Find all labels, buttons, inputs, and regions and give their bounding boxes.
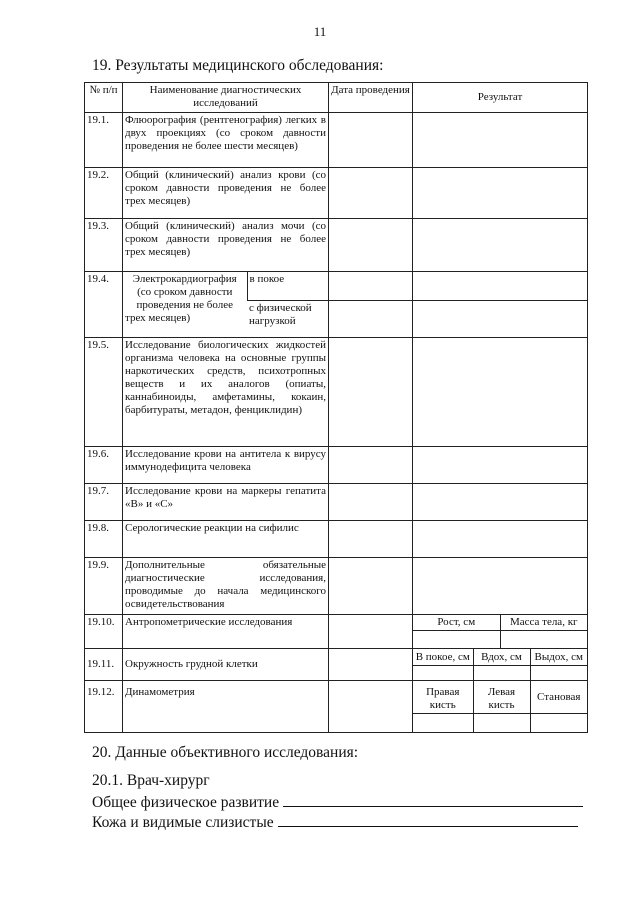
row-test-name: Общий (клинический) анализ мочи (со сроком давности проведения не более трех месяцев) <box>123 219 329 272</box>
date-cell[interactable] <box>329 558 413 615</box>
physical-development-line <box>92 792 583 812</box>
medical-results-table <box>84 82 588 733</box>
date-cell[interactable] <box>329 615 413 649</box>
header-result: Результат <box>413 83 588 113</box>
surgeon-subsection-title: 20.1. Врач-хирург <box>92 772 210 789</box>
weight-value[interactable] <box>500 631 587 649</box>
row-test-name: Дополнительные обязательные диагностические исследования, проводимые до начала медицинского освидетельствования <box>123 558 329 615</box>
row-number: 19.9. <box>85 558 123 615</box>
height-label: Рост, см <box>413 615 500 631</box>
row-test-name: Серологические реакции на сифилис <box>123 521 329 558</box>
chest-rest-label: В покое, см <box>413 649 473 666</box>
row-19-5 <box>85 338 588 447</box>
row-test-name: Окружность грудной клетки <box>123 649 329 681</box>
row-number: 19.3. <box>85 219 123 272</box>
row-19-10 <box>85 615 588 649</box>
row-19-7 <box>85 484 588 521</box>
left-hand-value[interactable] <box>473 714 530 733</box>
row-19-2 <box>85 168 588 219</box>
row-number: 19.11. <box>85 649 123 681</box>
back-strength-value[interactable] <box>530 714 587 733</box>
result-cell[interactable] <box>413 168 588 219</box>
chest-inhale-label: Вдох, см <box>473 649 530 666</box>
row-number: 19.4. <box>85 272 123 338</box>
date-cell[interactable] <box>329 521 413 558</box>
physical-development-label: Общее физическое развитие <box>92 794 280 811</box>
date-cell-rest[interactable] <box>329 272 412 301</box>
row-number: 19.2. <box>85 168 123 219</box>
row-test-name: Исследование крови на антитела к вирусу иммунодефицита человека <box>123 447 329 484</box>
row-test-name: Динамометрия <box>123 681 329 733</box>
row-number: 19.5. <box>85 338 123 447</box>
right-hand-label: Правая кисть <box>413 681 473 714</box>
page-number: 11 <box>313 24 327 39</box>
row-19-3 <box>85 219 588 272</box>
row-test-name: Электрокардиография (со сроком давности проведения не более трех месяцев) <box>125 273 237 324</box>
row-test-name: Общий (клинический) анализ крови (со сроком давности проведения не более трех месяцев) <box>123 168 329 219</box>
date-cell[interactable] <box>329 681 413 733</box>
chest-exhale-label: Выдох, см <box>530 649 587 666</box>
result-cell[interactable] <box>413 338 588 447</box>
row-test-name: Исследование биологических жидкостей организма человека на основные группы наркотических средств, психотропных веществ и их аналогов (опиаты, каннабиноиды, амфетамины, кокаин, барбитураты, метадон, фенциклидин) <box>123 338 329 447</box>
date-cell[interactable] <box>329 338 413 447</box>
row-19-8 <box>85 521 588 558</box>
skin-label: Кожа и видимые слизистые <box>92 814 274 831</box>
ecg-rest-label: в покое <box>247 272 328 301</box>
row-19-1 <box>85 113 588 168</box>
left-hand-label: Левая кисть <box>473 681 530 714</box>
header-name: Наименование диагностических исследований <box>123 83 329 113</box>
weight-label: Масса тела, кг <box>500 615 587 631</box>
result-cell[interactable] <box>413 558 588 615</box>
row-19-6 <box>85 447 588 484</box>
header-date: Дата проведения <box>329 83 413 113</box>
row-number: 19.10. <box>85 615 123 649</box>
section-19-title: 19. Результаты медицинского обследования: <box>92 57 384 74</box>
result-cell[interactable] <box>413 484 588 521</box>
date-cell[interactable] <box>329 447 413 484</box>
height-value[interactable] <box>413 631 500 649</box>
row-test-name: Флюорография (рентгенография) легких в двух проекциях (со сроком давности проведения не более шести месяцев) <box>123 113 329 168</box>
chest-rest-value[interactable] <box>413 666 473 681</box>
result-cell[interactable] <box>413 447 588 484</box>
result-cell[interactable] <box>413 113 588 168</box>
back-strength-label: Становая <box>530 681 587 714</box>
result-cell-load[interactable] <box>413 301 587 338</box>
ecg-load-label: с физической нагрузкой <box>249 302 312 327</box>
date-cell[interactable] <box>329 113 413 168</box>
row-19-11 <box>85 649 588 681</box>
row-19-9 <box>85 558 588 615</box>
right-hand-value[interactable] <box>413 714 473 733</box>
header-num: № п/п <box>85 83 123 113</box>
date-cell[interactable] <box>329 219 413 272</box>
skin-field[interactable] <box>278 812 578 827</box>
row-number: 19.6. <box>85 447 123 484</box>
row-number: 19.12. <box>85 681 123 733</box>
skin-line <box>92 812 578 832</box>
physical-development-field[interactable] <box>283 792 583 807</box>
date-cell-load[interactable] <box>329 301 412 338</box>
row-number: 19.1. <box>85 113 123 168</box>
date-cell[interactable] <box>329 649 413 681</box>
section-20-title: 20. Данные объективного исследования: <box>92 744 359 761</box>
row-test-name: Исследование крови на маркеры гепатита «В» и «С» <box>123 484 329 521</box>
date-cell[interactable] <box>329 168 413 219</box>
chest-exhale-value[interactable] <box>530 666 587 681</box>
row-number: 19.8. <box>85 521 123 558</box>
chest-inhale-value[interactable] <box>473 666 530 681</box>
row-19-12 <box>85 681 588 733</box>
date-cell[interactable] <box>329 484 413 521</box>
result-cell[interactable] <box>413 521 588 558</box>
result-cell[interactable] <box>413 219 588 272</box>
result-cell-rest[interactable] <box>413 272 587 301</box>
row-19-4 <box>85 272 588 338</box>
row-number: 19.7. <box>85 484 123 521</box>
table-header-row <box>85 83 588 113</box>
row-test-name: Антропометрические исследования <box>123 615 329 649</box>
